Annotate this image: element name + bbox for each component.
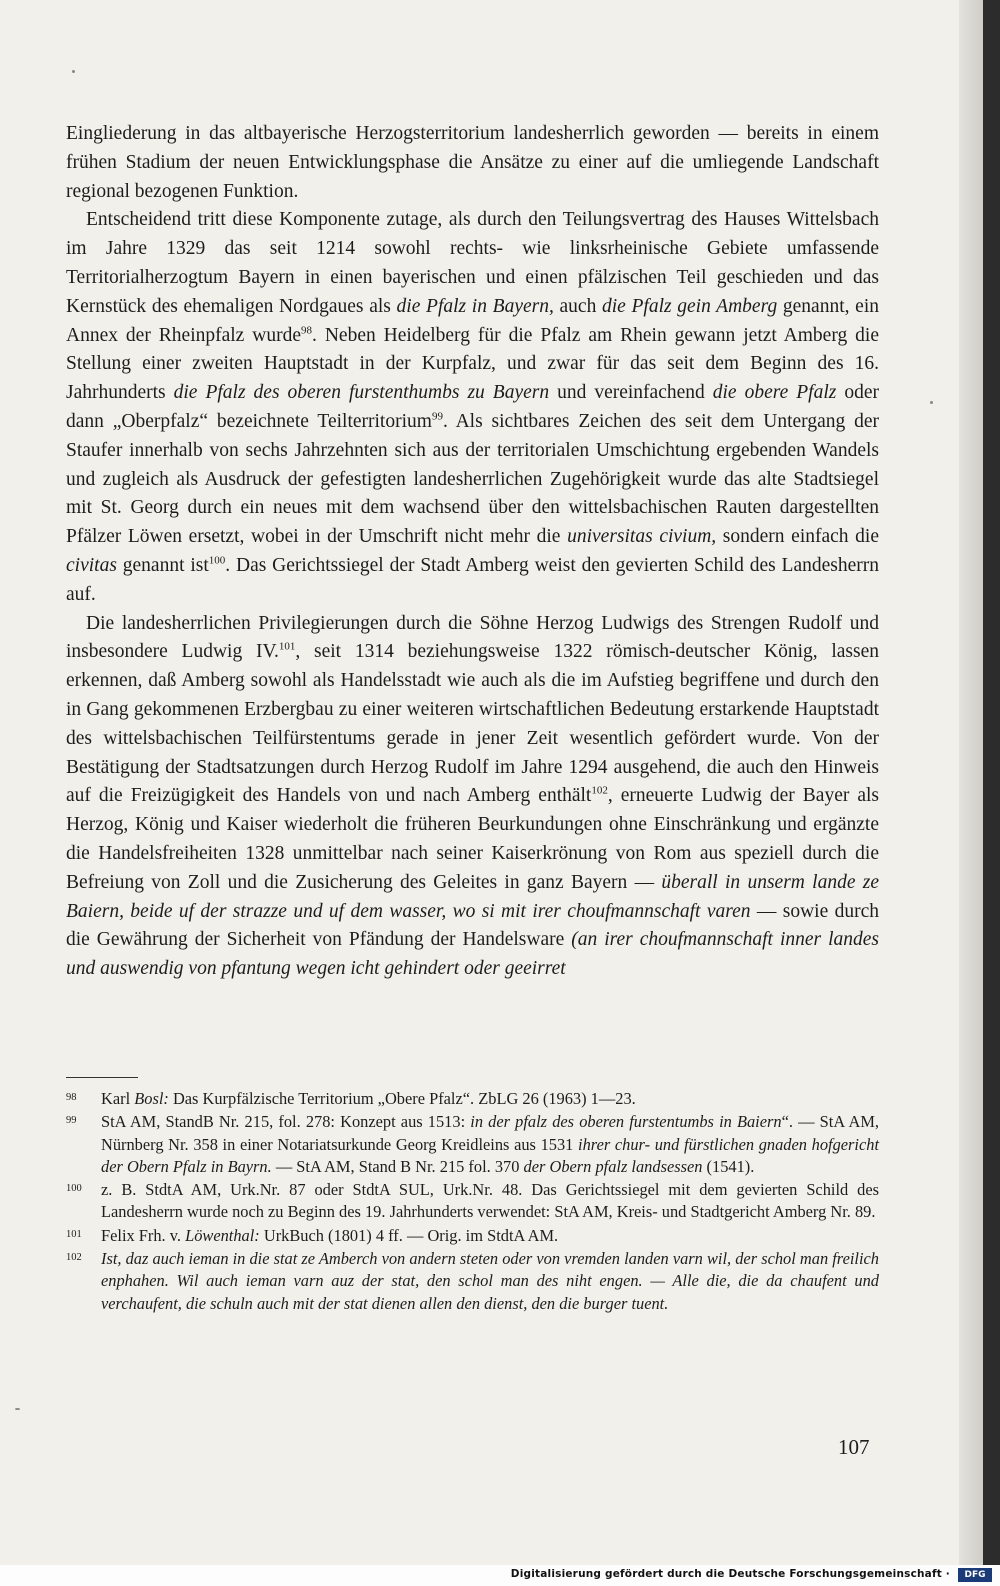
italic-quote: in der pfalz des oberen furstentumbs in Baiern [470,1112,782,1132]
text-run: Das Kurpfälzische Territorium „Obere Pfalz“. ZbLG 26 (1963) 1—23. [168,1089,636,1108]
text-run: “. — StA AM, Nürnberg Nr. 358 in einer Notariatsurkunde Georg Kreidleins aus 1531 [101,1112,880,1154]
paragraph-1 [66,120,879,206]
italic-quote: civitas [66,554,117,576]
dfg-logo[interactable]: DFG [958,1568,992,1582]
text-run: und vereinfachend [549,382,713,404]
text-run: Entscheidend tritt diese Komponente zutage, als durch den Teilungsvertrag des Hauses Wittelsbach im Jahre 1329 das seit 1214 sowohl rechts- wie linksrheinische Gebiete umfassende Territorialherzogtum Bayern in einen bayerischen und einen pfälzischen Teil geschieden und das Kernstück des ehemaligen Nordgaues als [66,209,879,317]
footnote-100 [66,1179,879,1224]
italic-quote: die Pfalz gein Amberg [602,295,778,317]
footer-credit: Digitalisierung gefördert durch die Deutsche Forschungsgemeinschaft · [510,1568,950,1580]
text-run: . Neben Heidelberg für die Pfalz am Rhein gewann jetzt Amberg die Stellung einer zweiten Hauptstadt in der Kurpfalz, und zwar für das seit dem Beginn des 16. Jahrhunderts [66,324,879,404]
main-text [66,120,879,984]
footnote-ref-98[interactable]: 98 [301,324,313,337]
footnote-99 [66,1111,879,1178]
footnote-ref-102[interactable]: 102 [591,784,608,797]
text-run: (1541). [702,1156,755,1176]
paragraph-3 [66,610,879,984]
text-run: , erneuerte Ludwig der Bayer als Herzog, König und Kaiser wiederholt die früheren Beurkundungen ohne Einschränkung und ergänzte die Handelsfreiheiten 1328 unmittelbar nach seiner Kaiserkrönung von Rom aus speziell durch die Befreiung von Zoll und die Zusicherung des Geleites in ganz Bayern — [66,785,879,893]
footnote-ref-101[interactable]: 101 [278,640,296,653]
text-run: Karl [101,1089,135,1108]
footnote-102 [66,1248,879,1315]
footnotes-section [66,1088,879,1316]
text-run: oder dann „Oberpfalz“ bezeichnete Teilterritorium [66,382,879,432]
paragraph-2 [66,206,879,609]
text-run: UrkBuch (1801) 4 ff. — Orig. im StdtA AM. [259,1225,559,1245]
text-run: , seit 1314 beziehungsweise 1322 römisch-deutscher König, lassen erkennen, daß Amberg sowohl als Handelsstadt wie auch als die im Aufstieg begriffene und durch den in Gang gekommenen Erzbergbau zu einer weiteren wirtschaftlichen Bedeutung erstarkende Hauptstadt des wittelsbachischen Teilfürstentums gerade in jener Zeit wesentlich gefördert wurde. Von der Bestätigung der Stadtsatzungen durch Herzog Rudolf im Jahre 1294 ausgehend, die auch den Hinweis auf die Freizügigkeit des Handels von und nach Amberg enthält [66,641,880,807]
text-run: Felix Frh. v. [101,1225,186,1245]
italic-quote: universitas civium, [567,526,717,548]
footnote-ref-99[interactable]: 99 [431,410,443,423]
footnote-98 [66,1088,879,1110]
footnote-ref-100[interactable]: 100 [208,554,226,567]
italic-author: Bosl: [134,1089,169,1108]
text-run: . Als sichtbares Zeichen des seit dem Untergang der Staufer innerhalb von sechs Jahrzehnten sich aus der territorialen Umschichtung ergebenden Wandels und zugleich als Ausdruck der gefestigten landesherrlichen Zugehörigkeit wurde das alte Stadtsiegel mit St. Georg durch ein neues mit dem wachsend über den wittelsbachischen Rauten dargestellten Pfälzer Löwen ersetzt, wobei in der Umschrift nicht mehr die [66,410,879,548]
digitization-footer [0,1565,1000,1586]
footnote-number: 98 [66,1092,77,1103]
footnote-number: 100 [66,1183,82,1195]
text-run: genannt, ein Annex der Rheinpfalz wurde [66,295,879,346]
scan-speck [930,401,933,404]
text-run: genannt ist [116,554,209,576]
text-run: StA AM, StandB Nr. 215, fol. 278: Konzept aus 1513: [101,1112,471,1132]
page-number: 107 [838,1435,870,1459]
text-run: — sowie durch die Gewährung der Sicherheit von Pfändung der Handelsware [66,900,879,951]
italic-quote: die obere Pfalz [712,382,837,404]
footnote-101 [66,1225,879,1247]
text-run: z. B. StdtA AM, Urk.Nr. 87 oder StdtA SUL, Urk.Nr. 48. Das Gerichtssiegel mit dem gevierten Schild des Landesherrn wurde noch zu Beginn des 19. Jahrhunderts verwendet: StA AM, Kreis- und Stadtgericht Amberg Nr. 89. [101,1180,879,1222]
italic-quote: ihrer chur- und fürstlichen gnaden hofgericht der Obern Pfalz in Bayrn. [101,1134,880,1176]
footnote-number: 99 [66,1115,77,1127]
italic-quote: die Pfalz des oberen furstenthumbs zu Bayern [173,382,550,404]
text-run: Die landesherrlichen Privilegierungen durch die Söhne Herzog Ludwigs des Strengen Rudolf und insbesondere Ludwig IV. [66,612,879,663]
italic-quote: (an irer choufmannschaft inner landes und auswendig von pfantung wegen icht gehindert oder geeirret [66,929,879,980]
italic-quote: überall in unserm lande ze Baiern, beide uf der strazze und uf dem wasser, wo si mit irer choufmannschaft varen [66,871,879,922]
scan-speck [15,1408,20,1410]
text-run: . Das Gerichtssiegel der Stadt Amberg weist den gevierten Schild des Landesherrn auf. [66,554,879,605]
text-run: — StA AM, Stand B Nr. 215 fol. 370 [271,1156,524,1176]
scan-speck [72,70,75,73]
italic-author: Löwenthal: [185,1225,260,1245]
italic-quote: die Pfalz in Bayern, [396,295,554,317]
text-run: auch [553,295,603,317]
footnote-divider [66,1077,138,1078]
footnote-number: 102 [66,1252,82,1264]
italic-quote: der Obern pfalz landsessen [523,1156,703,1176]
text-run: sondern einfach die [716,526,880,548]
italic-quote: Ist, daz auch ieman in die stat ze Amberch von andern steten oder von vremden landen varn wil, der schol man freilich enphahen. Wil auch ieman varn auz der stat, den schol man des niht engen. — Alle die, die da chaufent und verchaufent, die schuln auch mit der stat dienen allen den dienst, den die burger tuent. [101,1249,879,1313]
text-run: Eingliederung in das altbayerische Herzogsterritorium landesherrlich geworden — bereits in einem frühen Stadium der neuen Entwicklungsphase die Ansätze zu einer auf die umliegende Landschaft regional bezogenen Funktion. [66,123,879,202]
footnote-number: 101 [66,1228,82,1240]
page-edge-shadow [959,0,983,1565]
